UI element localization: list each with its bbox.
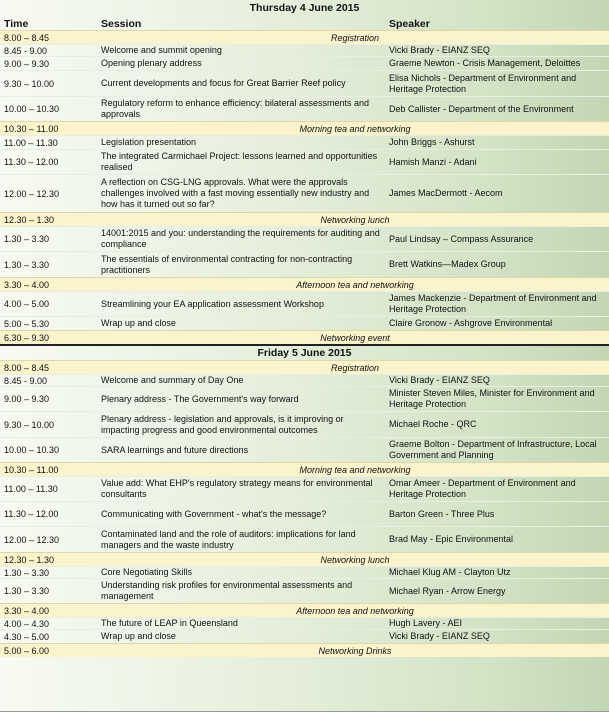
session-row — [0, 149, 609, 174]
break-label: Afternoon tea and networking — [296, 279, 414, 290]
speaker-cell: Omar Ameer - Department of Environment and Heritage Protection — [389, 478, 576, 499]
session-row — [0, 526, 609, 552]
break-label: Afternoon tea and networking — [296, 605, 414, 616]
speaker-cell: Minister Steven Miles, Minister for Environment and Heritage Protection — [389, 388, 595, 409]
day1-title: Thursday 4 June 2015 — [249, 2, 360, 14]
speaker-cell: Brett Watkins—Madex Group — [389, 259, 506, 269]
speaker-cell: Michael Roche - QRC — [389, 419, 477, 429]
speaker-cell: Brad May - Epic Environmental — [389, 534, 514, 544]
speaker-cell: Michael Ryan - Arrow Energy — [389, 585, 506, 596]
session-cell: Plenary address - legislation and approvals, is it improving or impacting progress and good environmental outcomes — [101, 413, 344, 435]
speaker-header: Speaker — [389, 18, 430, 30]
session-cell: The integrated Carmichael Project: lessons learned and opportunities realised — [101, 151, 378, 172]
session-row — [0, 374, 609, 386]
day1-schedule — [0, 30, 609, 344]
session-row — [0, 70, 609, 96]
time-cell: 8.00 – 8.45 — [4, 32, 50, 43]
time-cell: 10.30 – 11.00 — [4, 464, 59, 475]
column-headers — [0, 16, 609, 30]
break-label: Networking lunch — [320, 214, 390, 225]
speaker-cell: Elisa Nichols - Department of Environment and Heritage Protection — [389, 72, 577, 94]
break-label: Registration — [330, 32, 380, 43]
time-cell: 9.00 – 9.30 — [4, 58, 50, 69]
speaker-cell: Graeme Newton - Crisis Management, Deloittes — [389, 58, 581, 68]
session-row — [0, 226, 609, 251]
time-cell: 11.00 – 11.30 — [4, 137, 58, 148]
time-cell: 9.30 – 10.00 — [4, 419, 55, 430]
session-row — [0, 251, 609, 277]
session-cell: Value add: What EHP's regulatory strategy means for environmental consultants — [101, 478, 373, 499]
session-cell: Wrap up and close — [101, 318, 176, 328]
time-cell: 8.45 - 9.00 — [4, 45, 48, 56]
time-cell: 1.30 – 3.30 — [4, 567, 50, 578]
day2-schedule — [0, 360, 609, 657]
speaker-cell: Hugh Lavery - AEI — [389, 618, 463, 628]
break-row — [0, 30, 609, 44]
time-cell: 11.30 – 12.00 — [4, 509, 59, 519]
session-cell: Opening plenary address — [101, 58, 202, 68]
time-cell: 4.00 – 5.00 — [4, 299, 50, 309]
speaker-cell: Vicki Brady - EIANZ SEQ — [389, 375, 490, 385]
time-cell: 11.00 – 11.30 — [4, 484, 58, 494]
session-cell: Understanding risk profiles for environmental assessments and management — [101, 580, 353, 601]
speaker-cell: John Briggs - Ashurst — [389, 137, 475, 147]
session-row — [0, 44, 609, 56]
speaker-cell: Deb Callister - Department of the Environment — [389, 103, 574, 114]
time-cell: 12.00 – 12.30 — [4, 188, 60, 199]
break-row — [0, 121, 609, 135]
speaker-cell: Paul Lindsay – Compass Assurance — [389, 233, 534, 244]
time-cell: 4.30 – 5.00 — [4, 631, 50, 642]
break-row — [0, 643, 609, 657]
break-row — [0, 603, 609, 617]
session-row — [0, 437, 609, 462]
session-cell: A reflection on CSG-LNG approvals. What were the approvals challenges involved with a fast moving essentially new industry and how has it turned out so far? — [101, 177, 370, 209]
time-cell: 9.30 – 10.00 — [4, 78, 55, 89]
session-row — [0, 501, 609, 526]
day2-title: Friday 5 June 2015 — [0, 344, 609, 360]
break-row — [0, 552, 609, 566]
time-header: Time — [4, 18, 29, 30]
break-label: Networking Drinks — [318, 645, 392, 656]
session-cell: Legislation presentation — [101, 137, 197, 147]
session-row — [0, 476, 609, 501]
break-row — [0, 360, 609, 374]
session-row — [0, 56, 609, 70]
session-row — [0, 386, 609, 411]
speaker-cell: Hamish Manzi - Adani — [389, 156, 477, 167]
time-cell: 4.00 – 4.30 — [4, 618, 50, 629]
session-cell: Core Negotiating Skills — [101, 567, 193, 577]
speaker-cell: Claire Gronow - Ashgrove Environmental — [389, 318, 553, 328]
time-cell: 10.00 – 10.30 — [4, 104, 60, 114]
session-row — [0, 629, 609, 643]
time-cell: 12.30 – 1.30 — [4, 554, 55, 565]
speaker-cell: James MacDermott - Aecom — [389, 188, 503, 198]
speaker-cell: Michael Klug AM - Clayton Utz — [389, 567, 511, 577]
session-cell: Welcome and summit opening — [101, 45, 222, 55]
session-row — [0, 316, 609, 330]
break-row — [0, 212, 609, 226]
time-cell: 3.30 – 4.00 — [4, 605, 50, 616]
break-row — [0, 330, 609, 344]
break-label: Morning tea and networking — [299, 464, 411, 475]
break-label: Networking event — [320, 332, 390, 343]
session-row — [0, 96, 609, 121]
time-cell: 11.30 – 12.00 — [4, 157, 59, 167]
break-row — [0, 277, 609, 291]
time-cell: 6.30 – 9.30 — [4, 332, 50, 343]
speaker-cell: Vicki Brady - EIANZ SEQ — [389, 45, 490, 55]
break-row — [0, 462, 609, 476]
time-cell: 1.30 – 3.30 — [4, 259, 50, 270]
session-row — [0, 617, 609, 629]
time-cell: 5.00 – 6.00 — [4, 645, 50, 656]
time-cell: 8.00 – 8.45 — [4, 362, 50, 373]
session-cell: The essentials of environmental contracting for non-contracting practitioners — [101, 253, 353, 275]
session-cell: Wrap up and close — [101, 631, 176, 641]
session-cell: 14001:2015 and you: understanding the requirements for auditing and compliance — [101, 228, 380, 249]
time-cell: 9.00 – 9.30 — [4, 394, 50, 404]
time-cell: 5.00 – 5.30 — [4, 318, 50, 329]
time-cell: 12.30 – 1.30 — [4, 214, 55, 225]
session-row — [0, 566, 609, 578]
session-row — [0, 174, 609, 212]
session-cell: SARA learnings and future directions — [101, 444, 249, 455]
speaker-cell: James Mackenzie - Department of Environment and Heritage Protection — [389, 293, 597, 314]
session-cell: Communicating with Government - what's the message? — [101, 508, 327, 519]
session-header: Session — [101, 18, 142, 30]
time-cell: 10.00 – 10.30 — [4, 445, 60, 455]
session-row — [0, 578, 609, 603]
speaker-cell: Vicki Brady - EIANZ SEQ — [389, 631, 490, 641]
session-cell: Streamlining your EA application assessment Workshop — [101, 298, 324, 309]
time-cell: 1.30 – 3.30 — [4, 586, 50, 596]
session-cell: Contaminated land and the role of auditors: implications for land managers and the waste industry — [101, 528, 356, 550]
break-label: Morning tea and networking — [299, 123, 411, 134]
speaker-cell: Graeme Bolton - Department of Infrastructure, Local Government and Planning — [389, 439, 597, 460]
time-cell: 12.00 – 12.30 — [4, 534, 60, 545]
session-row — [0, 291, 609, 316]
session-row — [0, 411, 609, 437]
break-label: Networking lunch — [320, 554, 390, 565]
session-cell: Welcome and summary of Day One — [101, 375, 244, 385]
time-cell: 10.30 – 11.00 — [4, 123, 59, 134]
break-label: Registration — [330, 362, 380, 373]
session-cell: Plenary address - The Government's way forward — [101, 393, 299, 404]
time-cell: 8.45 - 9.00 — [4, 375, 48, 386]
session-cell: The future of LEAP in Queensland — [101, 618, 238, 628]
session-row — [0, 135, 609, 149]
session-cell: Regulatory reform to enhance efficiency: bilateral assessments and approvals — [101, 98, 369, 119]
time-cell: 3.30 – 4.00 — [4, 279, 50, 290]
time-cell: 1.30 – 3.30 — [4, 234, 50, 244]
session-cell: Current developments and focus for Great Barrier Reef policy — [101, 78, 346, 88]
speaker-cell: Barton Green - Three Plus — [389, 508, 495, 519]
